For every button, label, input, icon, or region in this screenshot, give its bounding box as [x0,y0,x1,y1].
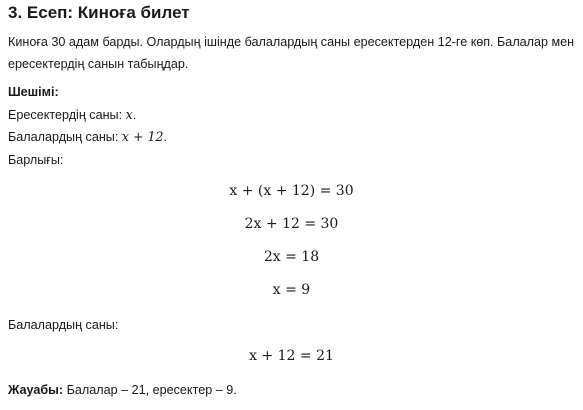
equation-sum: x + (x + 12) = 30 [229,183,354,199]
problem-statement: Киноға 30 адам барды. Олардың ішінде балалардың саны ересектерден 12-ге көп. Балалар мен ересектердің санын табыңдар. [8,35,575,71]
answer-label: Жауабы: [8,383,64,397]
total-label: Барлығы: [8,153,64,167]
answer-line [8,381,237,399]
children-expression: x + 12 [121,129,164,144]
children-label-2: Балалардың саны: [8,318,119,332]
children-line: Балалардың саны: x + 12. [8,129,168,144]
adults-line: Ересектердің саны: x. [8,107,137,122]
children-label: Балалардың саны: [8,130,119,144]
equation-subtracted: 2x = 18 [263,249,320,265]
equation-result: x = 9 [272,282,311,298]
equation-combined: 2x + 12 = 30 [244,216,339,232]
solution-label: Шешімі: [8,85,59,99]
problem-heading: 3. Есеп: Киноға билет [8,3,190,22]
answer-text: Балалар – 21, ересектер – 9. [66,383,237,397]
adults-expression: x [125,107,133,122]
adults-label: Ересектердің саны: [8,108,123,122]
children-equation: x + 12 = 21 [249,348,334,364]
